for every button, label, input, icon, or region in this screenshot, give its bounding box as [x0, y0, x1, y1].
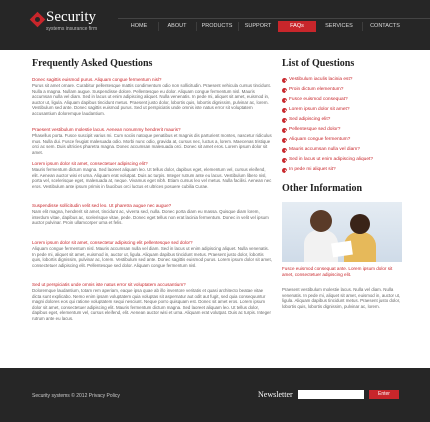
nav-products[interactable]: PRODUCTS	[201, 23, 233, 29]
faq-answer: Phasellus porta. Fusce suscipit varius mi. Cum sociis natoque penatibus et magnis dis parturient montes, nascetur ridiculus mus. Nulla dui. Fusce feugiat malesuada odio. Morbi nunc odio, gravida at, cursus nec, luctus a, lorem. Maecenas tristique orci ac sem. Duis ultricies pharetra magna. Donec accumsan malesuada orci. Donec sit amet eros. Lorem ipsum dolor sit amet.	[32, 133, 272, 155]
nav-support[interactable]: SUPPORT	[244, 23, 272, 29]
nav-contacts[interactable]: CONTACTS	[370, 23, 400, 29]
question-link[interactable]: Sed adipiscing elit?	[282, 115, 402, 125]
faq-answer: Nam elit magna, hendrerit sit amet, tincidunt ac, viverra sed, nulla. Donec porta diam eu massa. Quisque diam lorem, interdum vitae, dapibus ac, scelerisque vitae, pede. Donec eget tellus non erat lacinia fermentum. Donec in velit vel ipsum auctor pulvinar. Proin ullamcorper urna et felis.	[32, 209, 269, 225]
question-link[interactable]: Fusce euismod consequat?	[282, 95, 402, 105]
question-list	[282, 75, 402, 175]
nav-divider	[196, 22, 197, 31]
faq-answer: Purus sit amet ornare. Curabitur pellentesque mattis condimentum odio non sollicitudin. Praesent vehicula cursus tincidunt. Nulla a magna. Nullam augue. Suspendisse dolore. Pellentesque eu dolor. Aliquam congue fermentum nisl. Mauris accumsan nulla vel diam. Sed in lacus ut enim adipiscing aliquet. Nulla venenatis. In pede mi, aliquet sit amet, euismod in, auctor ut, ligula. Aliquam dapibus tincidunt metus. Praesent justo dolor, lobortis quis, lobortis dignissim, pulvinar ac, lorem. Vestibulum sed ante. Donec sagittis euismod purus. Sed ut perspiciatis unde omnis iste natus error sit voluptatem accusantium doloremque laudantium.	[32, 83, 271, 116]
faq-question[interactable]: Lorem ipsum dolor sit amet, consectetuer adipiscing elit?	[32, 161, 148, 166]
question-link[interactable]: Pellentesque sed dolor?	[282, 125, 402, 135]
question-link[interactable]: In pede mi aliquet sit?	[282, 165, 402, 175]
question-link[interactable]: Aliquam congue fermentum?	[282, 135, 402, 145]
faq-item	[32, 127, 272, 155]
main-nav	[118, 18, 430, 32]
newsletter-email-input[interactable]	[298, 390, 364, 399]
faq-question[interactable]: Suspendisse sollicitudin velit sed leo. Ut pharetra augue nec augue?	[32, 203, 172, 208]
faq-answer: Aliquam congue fermentum nisl. Mauris accumsan nulla vel diam. Sed in lacus ut enim adipiscing aliquet. Nulla venenatis. In pede mi, aliquet sit amet, euismod in, auctor ut, ligula. Aliquam dapibus tincidunt metus. Praesent justo dolor, lobortis quis, lobortis dignissim, pulvinar ac, lorem. Vestibulum sed ante. Donec sagittis euismod purus. Lorem ipsum dolor sit amet, consectetuer adipiscing elit. Pellentesque sed dolor. Aliquam congue fermentum nisl.	[32, 246, 272, 268]
nav-about[interactable]: ABOUT	[167, 23, 187, 29]
question-link[interactable]: Proin dictum elementum?	[282, 85, 402, 95]
faq-answer: Doloremque laudantium, totam rem aperiam, eaque ipsa quae ab illo inventore veritatis et quasi architecto beatae vitae dicta sunt explicabo. Nemo enim ipsam voluptatem quia voluptas sit aspernatur aut odit aut fugit, sed quia consequuntur magni dolores eos qui ratione voluptatem sequi nesciunt. Neque porro quisquam est. Donec sit amet eros. Lorem ipsum dolor sit amet, consectetuer adipiscing elit. Mauris fermentum dictum magna. Sed laoreet aliquam leo. Ut tellus dolor, dapibus eget, elementum vel, cursus eleifend, elit. Aenean auctor wisi et urna. Aliquam erat volutpat. Duis ac turpis. Integer rutrum ante eu lacus.	[32, 288, 271, 321]
faq-question[interactable]: Lorem ipsum dolor sit amet, consectetur adipiscing elit pellentesque sed dolor?	[32, 240, 193, 245]
faq-item	[32, 161, 272, 189]
faq-item	[32, 240, 272, 268]
question-list-title: List of Questions	[282, 58, 355, 69]
nav-divider	[362, 22, 363, 31]
faq-question[interactable]: Praesent vestibulum molestie lacus. Aenean nonummy hendrerit mauris?	[32, 127, 181, 132]
other-info-title: Other Information	[282, 183, 363, 194]
faq-item	[32, 203, 272, 226]
nav-divider	[158, 22, 159, 31]
brand-title: Security	[46, 9, 96, 25]
nav-divider	[238, 22, 239, 31]
question-link[interactable]: Mauris accumsan nulla vel diam?	[282, 145, 402, 155]
faq-item	[32, 282, 272, 321]
question-link[interactable]: Lorem ipsum dolor sit amet?	[282, 105, 402, 115]
shield-logo-icon	[30, 12, 46, 28]
copyright-text: Security systems © 2012 Privacy Policy	[32, 393, 120, 399]
nav-faqs[interactable]: FAQs	[278, 21, 316, 32]
team-photo	[282, 202, 402, 262]
nav-services[interactable]: SERVICES	[325, 23, 353, 29]
other-info-text: Praesent vestibulum molestie lacus. Nulla vel diam. Nulla venenatis. In pede mi, aliquet sit amet, euismod in, auctor ut, ligula. Aliquam dapibus tincidunt metus. Praesent justo dolor, lobortis quis, lobortis dignissim, pulvinar ac, lorem.	[282, 287, 401, 309]
page-title: Frequently Asked Questions	[32, 58, 153, 69]
footer	[0, 368, 430, 422]
faq-question[interactable]: Sed ut perspiciatis unde omnis iste natus error sit voluptatem accusantium?	[32, 282, 186, 287]
faq-item	[32, 77, 272, 116]
faq-question[interactable]: Donec sagittis euismod purus. Aliquam congue fermentum nisl?	[32, 77, 162, 82]
question-link[interactable]: Sed in lacus ut enim adipiscing aliquet?	[282, 155, 402, 165]
nav-home[interactable]: HOME	[130, 23, 148, 29]
brand-subtitle: systems insurance firm	[46, 26, 98, 32]
newsletter-enter-button[interactable]: Enter	[369, 390, 399, 399]
newsletter-label: Newsletter	[258, 390, 293, 399]
question-link[interactable]: Vestibulum iaculis lacinia est?	[282, 75, 402, 85]
photo-caption[interactable]: Fusce euismod consequat ante. Lorem ipsum dolor sit amet, consectetuer adipiscing elit.	[282, 266, 393, 277]
faq-answer: Mauris fermentum dictum magna. Sed laoreet aliquam leo. Ut tellus dolor, dapibus eget, elementum vel, cursus eleifend, elit. Aenean auctor wisi et urna. Aliquam erat volutpat. Duis ac turpis. Integer rutrum ante eu lacus. Vestibulum libero nisl, porta vel, scelerisque eget, malesuada at, neque. Vivamus eget nibh. Etiam cursus leo vel metus. Nulla facilisi. Aenean nec eros. Vestibulum ante ipsum primis in faucibus orci luctus et ultrices posuere cubilia Curae.	[32, 167, 272, 189]
header	[0, 0, 430, 50]
